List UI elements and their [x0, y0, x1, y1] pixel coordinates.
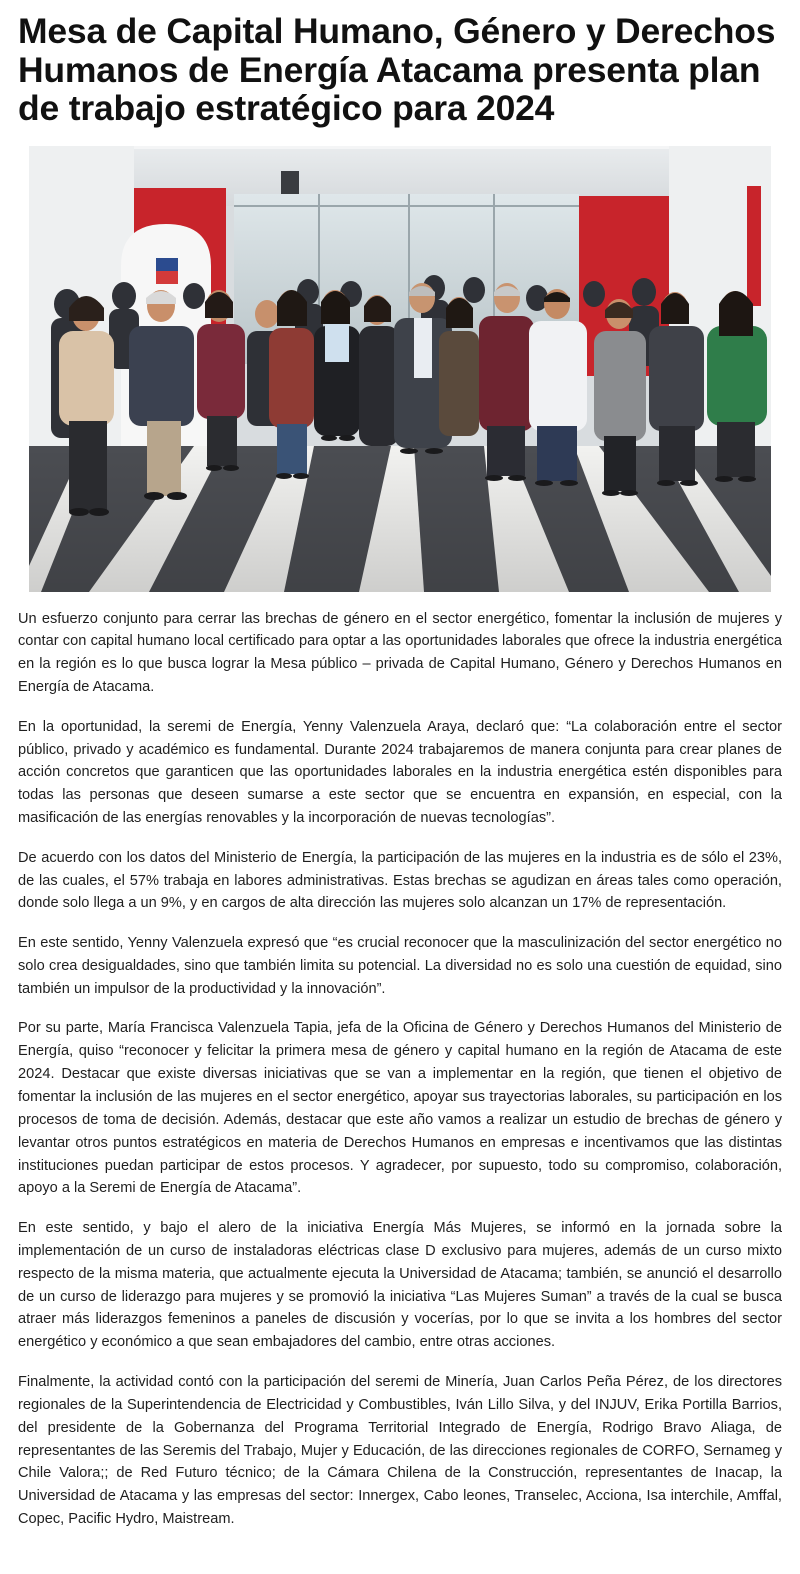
article-body [18, 608, 782, 1532]
paragraph: Un esfuerzo conjunto para cerrar las brechas de género en el sector energético, fomentar la inclusión de mujeres y contar con capital humano local certificado para optar a las oportunidades laborales que ofrece la industria energética en la región es lo que busca lograr la Mesa público – privada de Capital Humano, Género y Derechos Humanos en Energía de Atacama. [18, 610, 782, 696]
group-photo-image [29, 146, 771, 592]
paragraph: Finalmente, la actividad contó con la participación del seremi de Minería, Juan Carlos Peña Pérez, de los directores regionales de la Superintendencia de Electricidad y Combustibles, Iván Lillo Silva, y del INJUV, Erika Portilla Barrios, del presidente de la Gobernanza del Programa Territorial Integrado de Energía, Rodrigo Bravo Aliaga, de representantes de las Seremis del Trabajo, Mujer y Educación, de las direcciones regionales de CORFO, Sernameg y Chile Valora;; de Red Futuro técnico; de la Cámara Chilena de la Construcción, representantes de Inacap, la Universidad de Atacama y las empresas del sector: Innergex, Cabo leones, Transelec, Acciona, Isa interchile, Amffal, Copec, Pacific Hydro, Maistream. [18, 1373, 782, 1528]
paragraph: En este sentido, Yenny Valenzuela expresó que “es crucial reconocer que la masculinización del sector energético no solo crea desigualdades, sino que también limita su potencial. La diversidad no es solo una cuestión de equidad, sino también un impulsor de la productividad y la innovación”. [18, 934, 782, 997]
paragraph: Por su parte, María Francisca Valenzuela Tapia, jefa de la Oficina de Género y Derechos Humanos del Ministerio de Energía, quiso “reconocer y felicitar la primera mesa de género y capital humano en la región de Atacama de este 2024. Destacar que existe diversas iniciativas que se van a implementar en la región, que tienen el objetivo de fomentar la inclusión de las mujeres en el sector energético, apoyar sus trayectorias laborales, su participación en los procesos de toma de decisión. Además, destacar que este año vamos a realizar un estudio de brechas de género y levantar otros puntos estratégicos en materia de Derechos Humanos en empresas e incentivamos que las distintas instituciones puedan participar de estos procesos. Y agradecer, por supuesto, todo su compromiso, colaboración, apoyo a la Seremi de Energía de Atacama”. [18, 1020, 782, 1197]
paragraph: De acuerdo con los datos del Ministerio de Energía, la participación de las mujeres en la industria es de sólo el 23%, de las cuales, el 57% trabaja en labores administrativas. Estas brechas se agudizan en áreas tales como operación, donde solo llega a un 9%, y en cargos de alta dirección las mujeres solo alcanzan un 17% de representación. [18, 849, 782, 912]
article [18, 12, 782, 1548]
paragraph: En este sentido, y bajo el alero de la iniciativa Energía Más Mujeres, se informó en la jornada sobre la implementación de un curso de instaladoras eléctricas clase D exclusivo para mujeres, además de un curso mixto respecto de la misma materia, que actualmente ejecuta la Universidad de Atacama; también, se anunció el desarrollo de un curso de liderazgo para mujeres y se promovió la iniciativa “Las Mujeres Suman” a través de la cual se busca atraer más liderazgos femeninos a paneles de discusión y vocerías, por lo que se invita a los hombres del sector energético y económico a que sean embajadores del cambio, entre otras acciones. [18, 1219, 782, 1351]
article-headline: Mesa de Capital Humano, Género y Derechos Humanos de Energía Atacama presenta plan de trabajo estratégico para 2024 [18, 11, 776, 128]
paragraph: En la oportunidad, la seremi de Energía, Yenny Valenzuela Araya, declaró que: “La colaboración entre el sector público, privado y académico es fundamental. Durante 2024 trabajaremos de manera conjunta para crear planes de acción concretos que garanticen que las oportunidades laborales en la industria energética estén disponibles para todas las personas que deseen sumarse a este sector que se encuentra en expansión, en especial, con la masificación de las energías renovables y la incorporación de nuevas tecnologías”. [18, 718, 782, 827]
article-photo [29, 146, 771, 592]
